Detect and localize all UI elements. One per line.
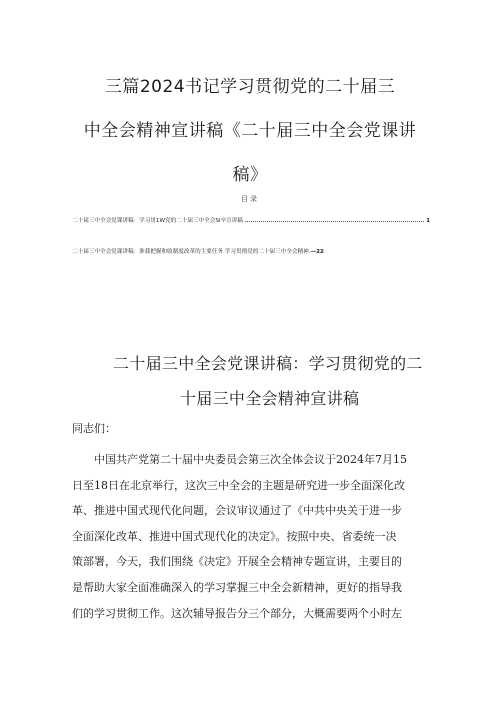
toc-entry-page: 1: [426, 218, 430, 224]
section-heading-line-1: 二十届三中全会党课讲稿：学习贯彻党的二: [113, 354, 423, 373]
toc-heading: 目录: [241, 195, 259, 203]
toc-entry-page: —22: [310, 249, 324, 255]
toc-entry-text: 二十届三中全会党课讲稿：准我把握和收制度改革的主要任务.学习贯彻党的二十届三中全会精神.: [72, 249, 311, 255]
paragraph-line: 日至18日在北京举行，这次三中全会的主题是研究进一步全面深化改: [72, 478, 405, 492]
paragraph-line: 策部署，今天，我们围绕《决定》开展全会精神专题宣讲，主要目的: [72, 555, 402, 569]
toc-leader-dots: [245, 221, 424, 222]
document-title-line-3: 稿》: [232, 165, 268, 185]
document-title-line-1: 三篇2024书记学习贯彻党的二十届三: [104, 77, 396, 97]
greeting: 同志们：: [72, 422, 116, 435]
paragraph-line: 全面深化改革、推进中国式现代化的决定》。按照中央、省委统一决: [72, 529, 397, 543]
paragraph-line: 革、推进中国式现代化问题，会议审议通过了《中共中央关于进一步: [72, 504, 402, 518]
toc-entry-text: 二十届三中全会党课讲稿：学习贯1W党的二十届三中全会SI卒宣讲稿: [72, 218, 243, 224]
document-title-line-2: 中全会精神宣讲稿《二十届三中全会党课讲: [83, 121, 417, 141]
section-heading-line-2: 十届三中全会精神宣讲稿: [180, 389, 360, 408]
toc-entry[interactable]: [72, 216, 430, 224]
body-paragraph: [72, 447, 434, 626]
paragraph-line: 中国共产党第二十届中央委员会第三次全体会议于2024年7月15: [94, 453, 407, 466]
paragraph-line: 们的学习贯彻工作。这次辅导报告分三个部分，大概需要两个小时左: [72, 606, 402, 620]
paragraph-line: 是帮助大家全面准确深入的学习掌握三中全会新精神，更好的指导我: [72, 580, 402, 594]
toc-entry[interactable]: [72, 247, 430, 255]
